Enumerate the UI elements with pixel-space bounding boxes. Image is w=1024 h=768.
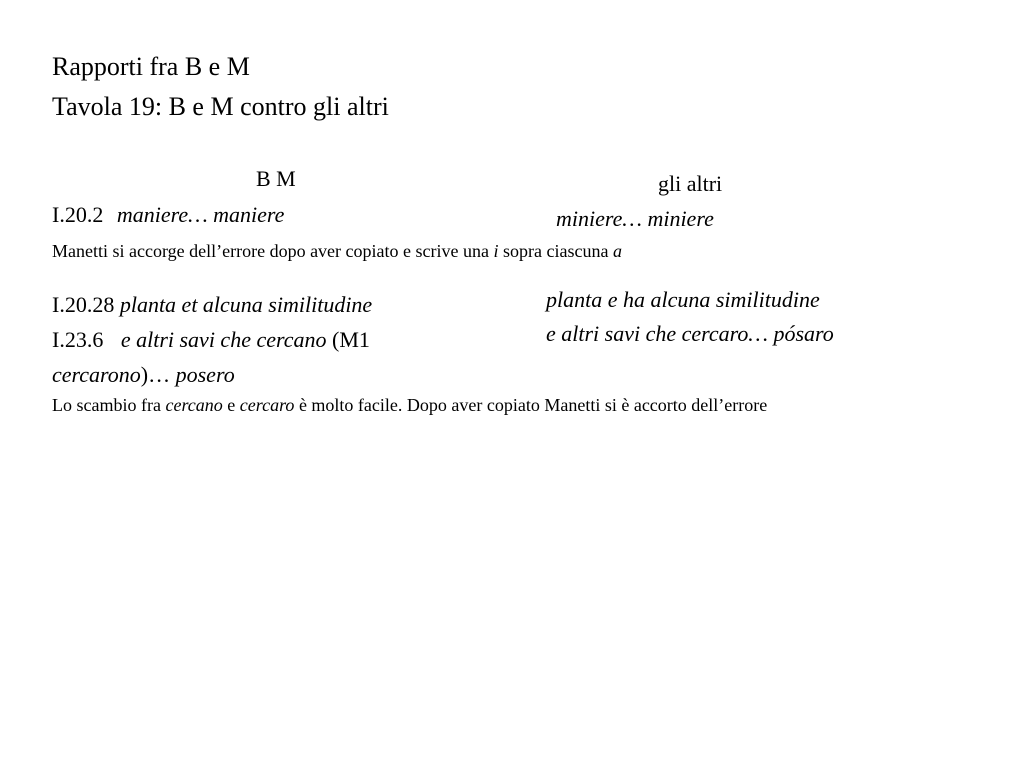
entry3-bm-text: e altri savi che cercano <box>120 327 327 352</box>
entry3-bm-paren: (M1 <box>332 327 370 352</box>
slide-title-line1: Rapporti fra B e M <box>52 52 250 81</box>
entry3-altri-text: e altri savi che cercaro… pósaro <box>546 321 834 346</box>
entry3-row <box>52 327 370 353</box>
note2 <box>52 394 767 416</box>
column-header-altri: gli altri <box>658 171 723 196</box>
entry2-altri-text: planta e ha alcuna similitudine <box>546 287 820 312</box>
entry1-row <box>52 202 284 228</box>
column-header-bm: B M <box>256 166 296 191</box>
note2-word2: cercaro <box>239 395 295 415</box>
note2-post: è molto facile. Dopo aver copiato Manetti si è accorto dell’errore <box>294 395 768 415</box>
slide-title-line2: Tavola 19: B e M contro gli altri <box>52 92 389 121</box>
entry3-row-cont <box>52 362 235 388</box>
entry3-bm-cont: cercarono <box>52 362 141 387</box>
note2-pre: Lo scambio fra <box>52 395 166 415</box>
entry1-note-a: a <box>612 241 622 261</box>
entry1-ref: I.20.2 <box>52 202 104 227</box>
note2-word1: cercano <box>165 395 223 415</box>
entry2-bm-text: planta et alcuna similitudine <box>119 292 373 317</box>
entry1-note-i: i <box>493 241 499 261</box>
entry1-note-pre: Manetti si accorge dell’errore dopo aver copiato e scrive una <box>52 241 494 261</box>
entry3-bm-cont-end: posero <box>175 362 235 387</box>
entry1-bm-text: maniere… maniere <box>116 202 285 227</box>
entry3-bm-cont-close: )… <box>140 362 171 387</box>
entry3-ref: I.23.6 <box>52 327 104 352</box>
entry2-row <box>52 292 372 318</box>
entry1-note-mid: sopra ciascuna <box>498 241 613 261</box>
entry1-note <box>52 240 622 262</box>
entry2-ref: I.20.28 <box>52 292 115 317</box>
entry1-altri-text: miniere… miniere <box>556 206 714 231</box>
note2-mid: e <box>222 395 240 415</box>
